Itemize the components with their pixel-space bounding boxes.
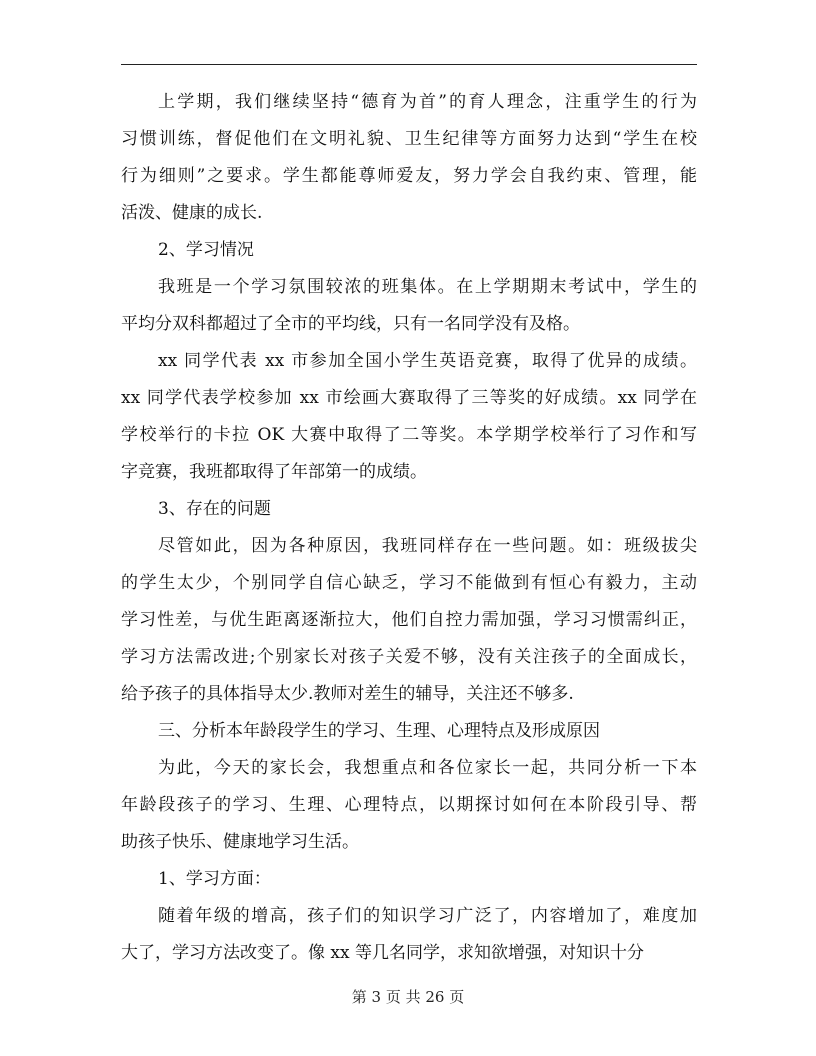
document-body	[121, 84, 697, 972]
paragraph-line: 学校举行的卡拉 OK 大赛中取得了二等奖。本学期学校举行了习作和写	[121, 425, 697, 445]
paragraph-line: 的学生太少，个别同学自信心缺乏，学习不能做到有恒心有毅力，主动	[121, 573, 697, 593]
paragraph-line: 随着年级的增高，孩子们的知识学习广泛了，内容增加了，难度加	[158, 906, 697, 926]
paragraph-line: 行为细则”之要求。学生都能尊师爱友，努力学会自我约束、管理，能	[121, 166, 697, 186]
paragraph-line: 大了，学习方法改变了。像 xx 等几名同学，求知欲增强，对知识十分	[121, 943, 644, 963]
paragraph-line: 上学期，我们继续坚持“德育为首”的育人理念，注重学生的行为	[158, 92, 697, 112]
section-heading: 三、分析本年龄段学生的学习、生理、心理特点及形成原因	[158, 721, 600, 741]
paragraph-line: 尽管如此，因为各种原因，我班同样存在一些问题。如：班级拔尖	[158, 536, 697, 556]
paragraph-line: 助孩子快乐、健康地学习生活。	[121, 832, 359, 852]
paragraph-line: 我班是一个学习氛围较浓的班集体。在上学期期末考试中，学生的	[158, 277, 697, 297]
paragraph-line: 平均分双科都超过了全市的平均线，只有一名同学没有及格。	[121, 314, 580, 334]
paragraph-line: 活泼、健康的成长.	[121, 203, 263, 223]
paragraph-line: 字竞赛，我班都取得了年部第一的成绩。	[121, 462, 427, 482]
section-heading: 2、学习情况	[158, 240, 254, 260]
paragraph-line: xx 同学代表学校参加 xx 市绘画大赛取得了三等奖的好成绩。xx 同学在	[121, 388, 697, 408]
paragraph-line: 给予孩子的具体指导太少.教师对差生的辅导，关注还不够多.	[121, 684, 574, 704]
paragraph-line: 习惯训练，督促他们在文明礼貌、卫生纪律等方面努力达到“学生在校	[121, 129, 697, 149]
section-heading: 1、学习方面：	[158, 869, 271, 889]
paragraph-line: xx 同学代表 xx 市参加全国小学生英语竞赛，取得了优异的成绩。	[158, 351, 697, 371]
paragraph-line: 学习方法需改进;个别家长对孩子关爱不够，没有关注孩子的全面成长，	[121, 647, 697, 667]
section-heading: 3、存在的问题	[158, 499, 271, 519]
page-footer: 第 3 页 共 26 页	[351, 988, 465, 1006]
paragraph-line: 为此，今天的家长会，我想重点和各位家长一起，共同分析一下本	[158, 758, 697, 778]
paragraph-line: 学习性差，与优生距离逐渐拉大，他们自控力需加强，学习习惯需纠正，	[121, 610, 697, 630]
header-rule	[121, 64, 697, 65]
paragraph-line: 年龄段孩子的学习、生理、心理特点，以期探讨如何在本阶段引导、帮	[121, 795, 697, 815]
